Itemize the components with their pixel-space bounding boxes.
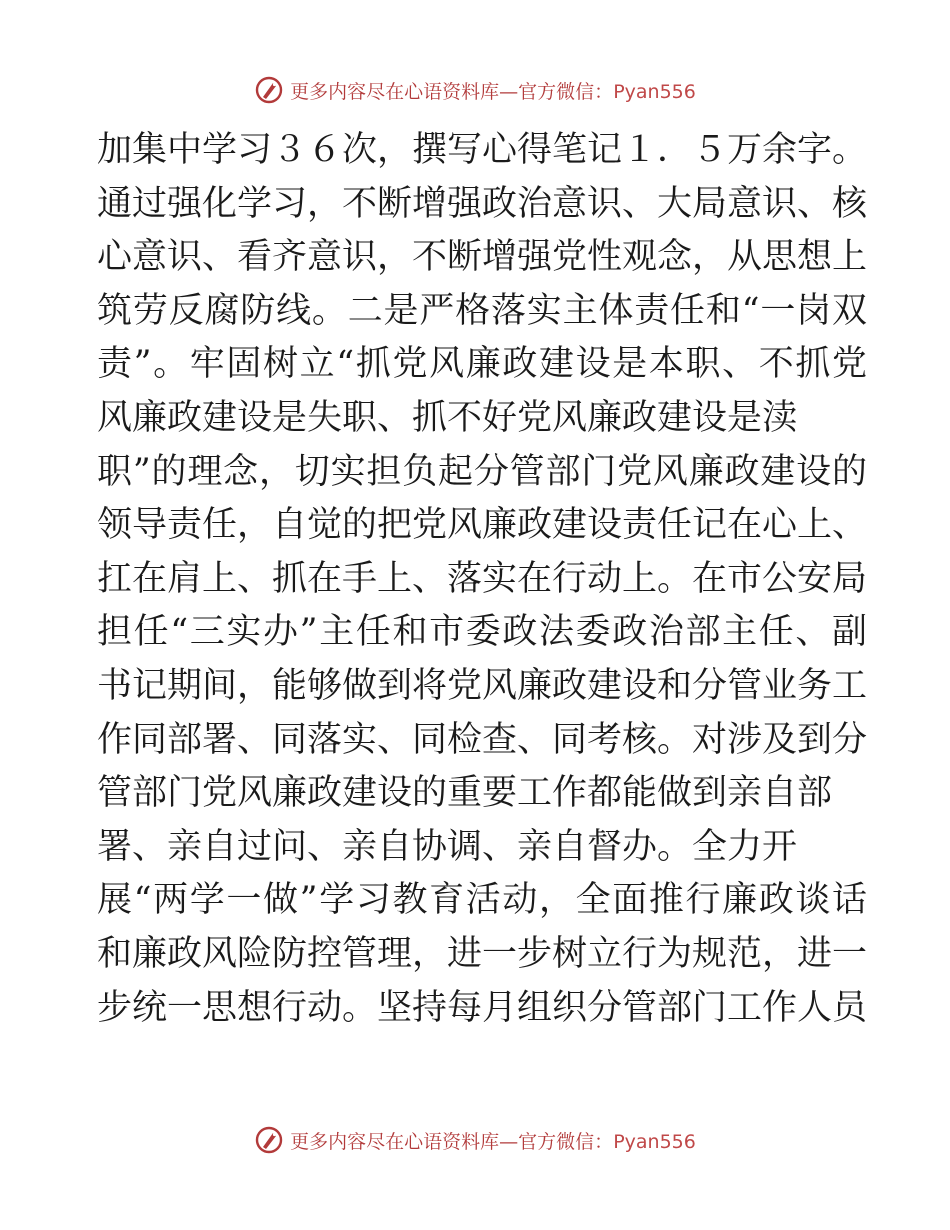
body-line-15: 展“两学一做”学习教育活动，全面推行廉政谈话	[97, 880, 867, 921]
body-line-8: 领导责任，自觉的把党风廉政建设责任记在心上、	[97, 505, 867, 546]
body-line-2: 通过强化学习，不断增强政治意识、大局意识、核	[97, 183, 867, 224]
footer-banner-wechat-id: Pyan556	[613, 1130, 696, 1153]
body-line-1: 加集中学习３６次，撰写心得笔记１．５万余字。	[97, 130, 867, 170]
body-line-10: 担任“三实办”主任和市委政法委政治部主任、副	[97, 612, 867, 653]
header-banner-text	[290, 77, 696, 104]
pen-nib-logo-icon	[254, 1125, 284, 1155]
body-line-16: 和廉政风险防控管理，进一步树立行为规范，进一	[97, 933, 867, 974]
footer-banner-separator: —	[499, 1130, 519, 1153]
header-banner-separator: —	[499, 80, 519, 103]
body-line-7: 职”的理念，切实担负起分管部门党风廉政建设的	[97, 451, 867, 492]
body-line-17: 步统一思想行动。坚持每月组织分管部门工作人员	[97, 987, 867, 1028]
body-line-12: 作同部署、同落实、同检查、同考核。对涉及到分	[97, 719, 867, 760]
body-line-11: 书记期间，能够做到将党风廉政建设和分管业务工	[97, 665, 867, 706]
footer-banner	[0, 1120, 950, 1160]
header-banner-wechat-id: Pyan556	[613, 80, 696, 103]
pen-nib-logo-icon	[254, 75, 284, 105]
body-line-5: 责”。牢固树立“抓党风廉政建设是本职、不抓党	[97, 344, 867, 385]
footer-banner-label: 官方微信：	[518, 1130, 614, 1153]
document-body	[97, 124, 867, 1035]
body-line-14: 署、亲自过问、亲自协调、亲自督办。全力开	[97, 826, 798, 867]
body-line-6: 风廉政建设是失职、抓不好党风廉政建设是渎	[97, 397, 798, 438]
header-banner-title: 更多内容尽在心语资料库	[290, 80, 500, 103]
footer-banner-title: 更多内容尽在心语资料库	[290, 1130, 500, 1153]
body-line-9: 扛在肩上、抓在手上、落实在行动上。在市公安局	[97, 558, 867, 599]
body-line-13: 管部门党风廉政建设的重要工作都能做到亲自部	[97, 773, 833, 814]
header-banner-label: 官方微信：	[518, 80, 614, 103]
footer-banner-text	[290, 1127, 696, 1154]
body-line-3: 心意识、看齐意识，不断增强党性观念，从思想上	[97, 237, 867, 278]
header-banner	[0, 70, 950, 110]
body-line-4: 筑劳反腐防线。二是严格落实主体责任和“一岗双	[97, 290, 867, 331]
